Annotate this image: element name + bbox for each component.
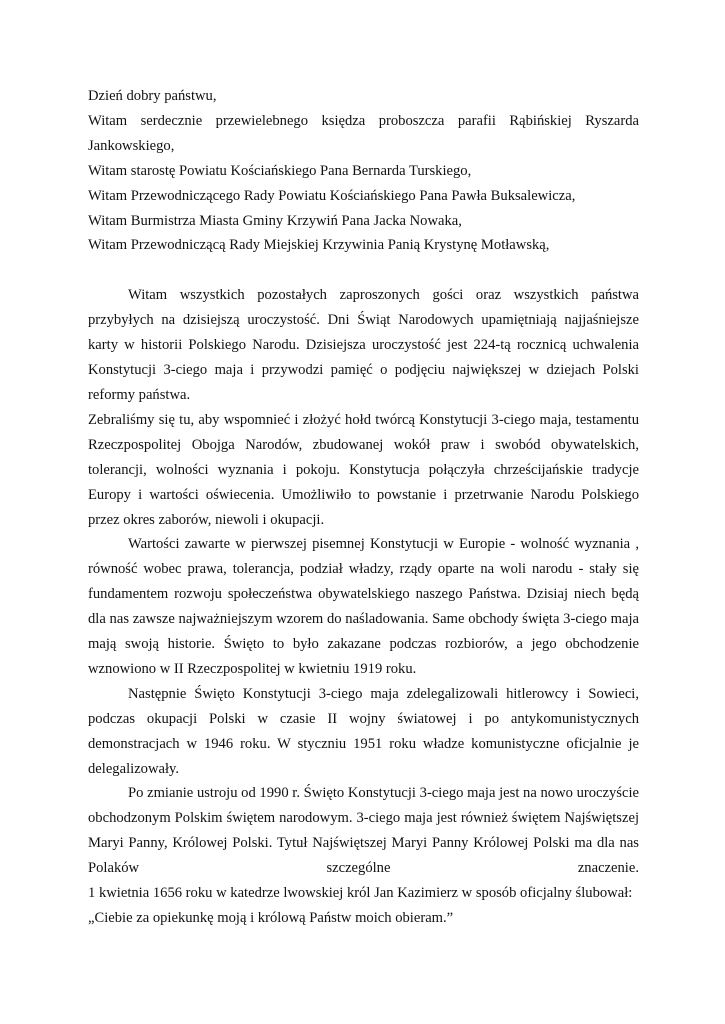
paragraph-gap	[88, 258, 639, 283]
greeting-line: Witam starostę Powiatu Kościańskiego Pana Bernarda Turskiego,	[88, 162, 472, 179]
paragraph: Wartości zawarte w pierwszej pisemnej Konstytucji w Europie - wolność wyznania , równość wobec prawa, tolerancja, podział władzy, rządy oparte na woli narodu - stały się fundamentem rozwoju społeczeństwa obywatelskiego naszego Państwa. Dzisiaj niech będą dla nas zawsze najważniejszym wzorem do naśladowania. Same obchody święta 3-ciego maja mają swoją historie. Święto to było zakazane podczas rozbiorów, a jego obchodzenie wznowiono w II Rzeczpospolitej w kwietniu 1919 roku.	[88, 536, 639, 677]
greeting-line: Dzień dobry państwu,	[88, 88, 217, 104]
greeting-line: Witam Przewodniczącego Rady Powiatu Kościańskiego Pana Pawła Buksalewicza,	[88, 187, 576, 204]
greeting-line: Witam Burmistrza Miasta Gminy Krzywiń Pana Jacka Nowaka,	[88, 212, 462, 229]
greeting-line: Witam serdecznie przewielebnego księdza proboszcza parafii Rąbińskiej Ryszarda Jankowskiego,	[88, 112, 639, 154]
greeting-line: Witam Przewodniczącą Rady Miejskiej Krzywinia Panią Krystynę Motławską,	[88, 237, 550, 254]
paragraph: Witam wszystkich pozostałych zaproszonych gości oraz wszystkich państwa przybyłych na dzisiejszą uroczystość. Dni Świąt Narodowych upamiętniają najjaśniejsze karty w historii Polskiego Narodu. Dzisiejsza uroczystość jest 224-tą rocznicą uchwalenia Konstytucji 3-ciego maja i przywodzi pamięć o podjęciu największej w dziejach Polski reformy państwa.	[88, 287, 639, 403]
speech-text	[88, 84, 639, 931]
paragraph: Następnie Święto Konstytucji 3-ciego maja zdelegalizowali hitlerowcy i Sowieci, podczas okupacji Polski w czasie II wojny światowej i po antykomunistycznych demonstracjach w 1946 roku. W styczniu 1951 roku władze komunistyczne oficjalnie je delegalizowały.	[88, 685, 639, 777]
paragraph: Zebraliśmy się tu, aby wspomnieć i złożyć hołd twórcą Konstytucji 3-ciego maja, testamentu Rzeczpospolitej Obojga Narodów, zbudowanej wokół praw i swobód obywatelskich, tolerancji, wolności wyznania i pokoju. Konstytucja połączyła chrześcijańskie tradycje Europy i wartości oświecenia. Umożliwiło to powstanie i przetrwanie Narodu Polskiego przez okres zaborów, niewoli i okupacji.	[88, 411, 639, 528]
quote: „Ciebie za opiekunkę moją i królową Państw moich obieram.”	[88, 910, 454, 926]
paragraph: Po zmianie ustroju od 1990 r. Święto Konstytucji 3-ciego maja jest na nowo uroczyście obchodzonym Polskim świętem narodowym. 3-ciego maja jest również świętem Najświętszej Maryi Panny, Królowej Polski. Tytuł Najświętszej Maryi Panny Królowej Polski ma dla nas Polaków szczególne znaczenie.	[88, 785, 639, 877]
paragraph: 1 kwietnia 1656 roku w katedrze lwowskiej król Jan Kazimierz w sposób oficjalny ślubował:	[88, 885, 633, 902]
